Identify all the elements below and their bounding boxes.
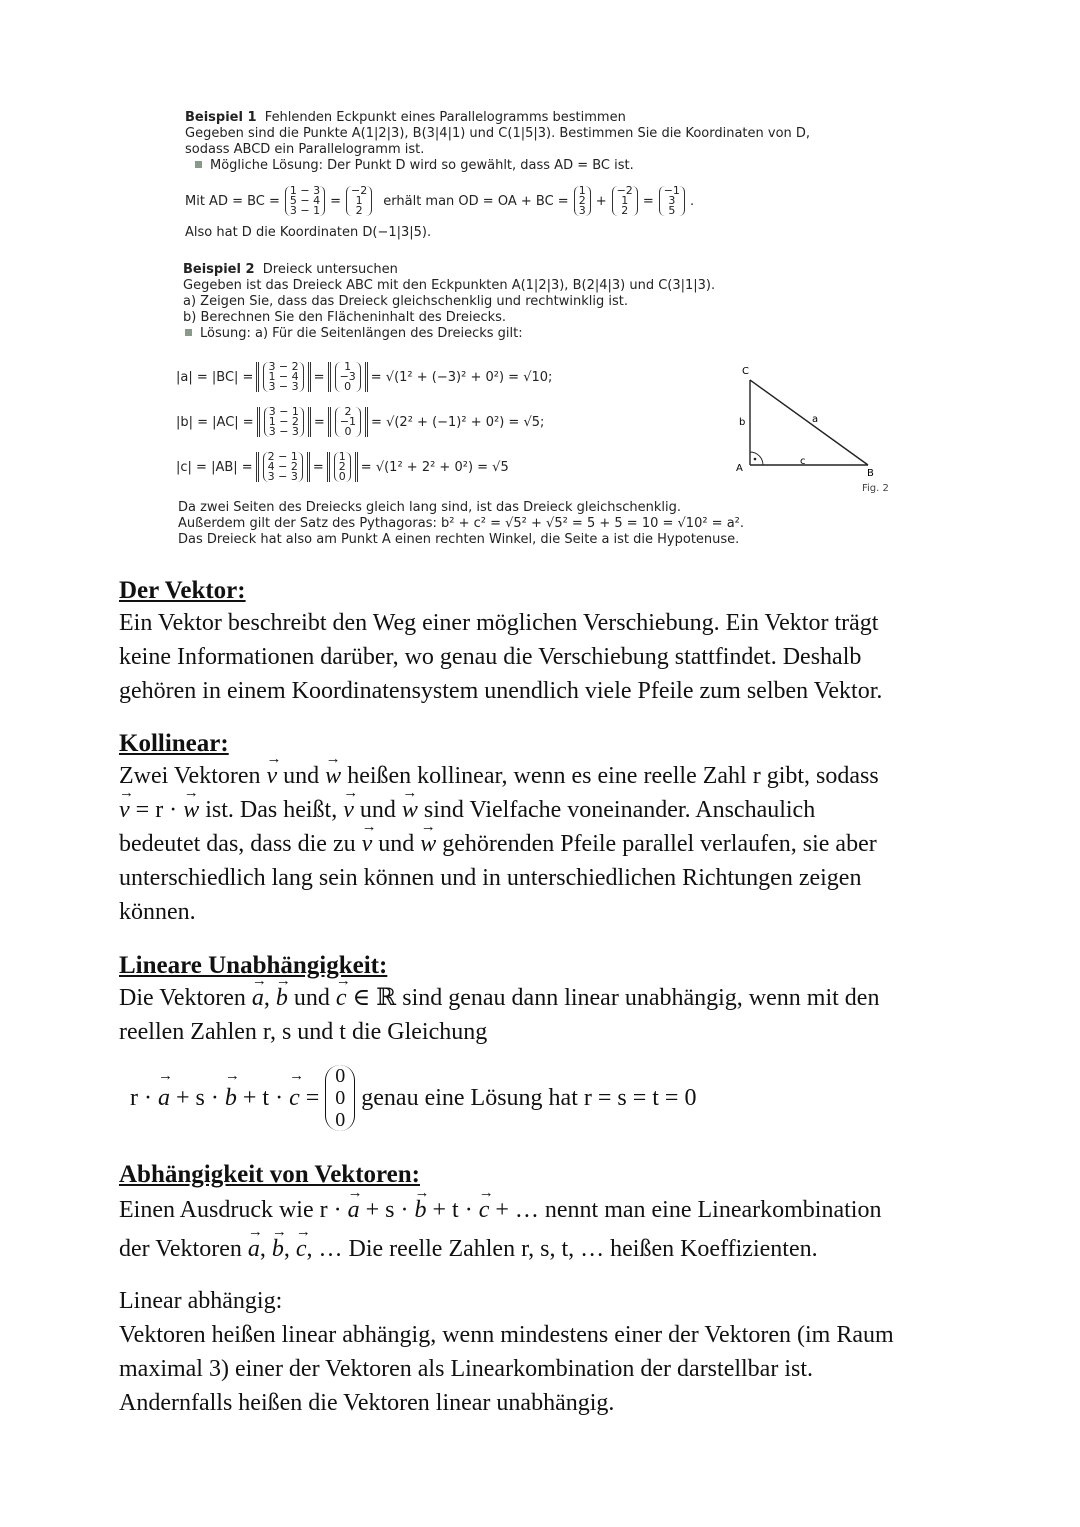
- vertex-c-label: C: [742, 366, 749, 377]
- section-vektor: Der Vektor: Ein Vektor beschreibt den Weg einer möglichen Verschiebung. Ein Vektor trägt keine Informationen darüber, wo genau die Verschiebung stattfindet. Deshalb gehören in einem Koordinatensystem unendlich viele Pfeile zum selben Vektor.: [119, 576, 1019, 708]
- example-1-line2: sodass ABCD ein Parallelogramm ist.: [185, 142, 425, 157]
- erhaelt-text: erhält man OD = OA + BC =: [383, 193, 569, 209]
- example-2-conclusion: Da zwei Seiten des Dreiecks gleich lang sind, ist das Dreieck gleichschenklig. Außerdem gilt der Satz des Pythagoras: b² + c² = √5² + √5² = 5 + 5 = 10 = √10² = a². Das Dreieck hat also am Punkt A einen rechten Winkel, die Seite a ist die Hypotenuse.: [178, 500, 745, 547]
- vector-column: 1 − 3 5 − 4 3 − 1: [285, 186, 325, 216]
- section-heading: Der Vektor:: [119, 577, 246, 604]
- example-1-solution: Mögliche Lösung: Der Punkt D wird so gewählt, dass AD = BC ist.: [210, 158, 634, 173]
- example-1-equation: Mit AD = BC = 1 − 3 5 − 4 3 − 1 = −2 1 2 erhält man OD = OA + BC = 1 2 3 + −2 1 2 = −1 3 5 .: [185, 184, 695, 217]
- section-lineare-unabhaengigkeit: Lineare Unabhängigkeit: Die Vektoren → a, → b und → c ∈ ℝ sind genau dann linear unabhängig, wenn mit den reellen Zahlen r, s und t die Gleichung: [119, 951, 1019, 1049]
- example-2-title: Dreieck untersuchen: [262, 262, 398, 277]
- example-2-line1: Gegeben ist das Dreieck ABC mit den Eckpunkten A(1|2|3), B(2|4|3) und C(3|1|3).: [183, 278, 716, 293]
- side-length-b: |b| = |AC| = 3 − 1 1 − 2 3 − 3 = 2 −1 0 = √(2² + (−1)² + 0²) = √5;: [176, 405, 545, 438]
- vertex-a-label: A: [736, 463, 743, 474]
- section-heading: Abhängigkeit von Vektoren:: [119, 1161, 420, 1188]
- side-length-a: |a| = |BC| = 3 − 2 1 − 4 3 − 3 = 1 −3 0 = √(1² + (−3)² + 0²) = √10;: [176, 360, 553, 393]
- example-2-line-a: a) Zeigen Sie, dass das Dreieck gleichschenklig und rechtwinklig ist.: [183, 294, 628, 309]
- side-a-label: a: [812, 414, 819, 425]
- side-b-label: b: [739, 417, 746, 428]
- vector-column: −2 1 2: [346, 186, 372, 216]
- vector-column: 1 2 3: [574, 186, 591, 216]
- mit-text: Mit AD = BC =: [185, 193, 280, 209]
- section-heading: Kollinear:: [119, 730, 229, 757]
- triangle-figure: [730, 360, 910, 495]
- example-1-title: Fehlenden Eckpunkt eines Parallelogramms bestimmen: [264, 110, 626, 125]
- section-abhaengigkeit: Abhängigkeit von Vektoren: Einen Ausdruck wie r · → a + s · → b + t · → c + … nennt man eine Linearkombination der Vektoren → a, → b, → c, … Die reelle Zahlen r, s, t, … heißen Koeffizienten. Linear abhängig: Vektoren heißen linear abhängig, wenn mindestens einer der Vektoren (im Raum maximal 3) einer der Vektoren als Linearkombination der darstellbar ist. Andernfalls heißen die Vektoren linear unabhängig.: [119, 1160, 1019, 1420]
- example-1-line1: Gegeben sind die Punkte A(1|2|3), B(3|4|1) und C(1|5|3). Bestimmen Sie die Koordinaten von D,: [185, 126, 811, 141]
- right-angle-mark: [750, 452, 763, 465]
- example-2-solution: Lösung: a) Für die Seitenlängen des Dreiecks gilt:: [200, 326, 523, 341]
- example-2-label: Beispiel 2: [183, 262, 255, 277]
- example-1-conclusion: Also hat D die Koordinaten D(−1|3|5).: [185, 225, 432, 240]
- linear-abhaengig-heading: Linear abhängig:: [119, 1288, 283, 1314]
- example-1-label: Beispiel 1: [185, 110, 257, 125]
- section-kollinear: Kollinear: Zwei Vektoren → v und → w heißen kollinear, wenn es eine reelle Zahl r gibt, sodass → v = r · → w ist. Das heißt, → v und → w sind Vielfache voneinander. Anschaulich bedeutet das, dass die zu → v und → w gehörenden Pfeile parallel verlaufen, sie aber unterschiedlich lang sein können und in unterschiedlichen Richtungen zeigen können.: [119, 729, 1019, 929]
- bullet-icon: [195, 161, 202, 168]
- side-c-label: c: [800, 456, 806, 467]
- vector-column: −1 3 5: [659, 186, 685, 216]
- linear-independence-equation: r · → a + s · → b + t · → c = 0 0 0 genau eine Lösung hat r = s = t = 0: [130, 1058, 696, 1138]
- section-heading: Lineare Unabhängigkeit:: [119, 952, 388, 979]
- vector-column: −2 1 2: [612, 186, 638, 216]
- example-2: [183, 262, 903, 342]
- figure-caption: Fig. 2: [862, 483, 889, 494]
- vertex-b-label: B: [867, 468, 874, 479]
- bullet-icon: [185, 329, 192, 336]
- example-1: [185, 110, 945, 174]
- example-2-line-b: b) Berechnen Sie den Flächeninhalt des Dreiecks.: [183, 310, 507, 325]
- side-a: [750, 380, 868, 465]
- zero-vector: 0 0 0: [325, 1065, 355, 1131]
- side-length-c: |c| = |AB| = 2 − 1 4 − 2 3 − 3 = 1 2 0 = √(1² + 2² + 0²) = √5: [176, 450, 509, 483]
